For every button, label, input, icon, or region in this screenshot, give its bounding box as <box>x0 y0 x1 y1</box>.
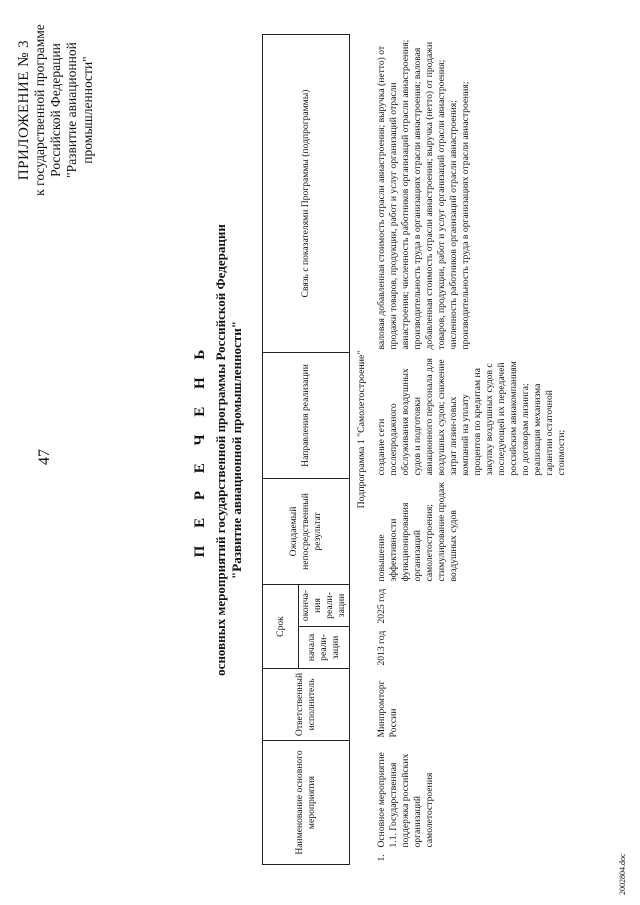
header-term-start: начала реали-зации <box>299 626 350 668</box>
row-number: 1. <box>376 854 387 862</box>
appendix-line-1: ПРИЛОЖЕНИЕ № 3 <box>16 39 32 181</box>
row-result: повышение эффективности функционирования организаций самолетостроения; стимулирование продаж воздушных судов <box>376 482 459 582</box>
title-line-1: П Е Р Е Ч Е Н Ь <box>192 342 208 558</box>
appendix-line-5: промышленности" <box>80 56 95 164</box>
appendix-line-2: к государственной программе <box>32 24 47 196</box>
appendix-line-3: Российской Федерации <box>48 43 63 177</box>
row-link: валовая добавленная стоимость отрасли авиастроения; выручка (нетто) от продажи товаров, продукции, работ и услуг организаций отрасли авиастроения; численность работников организаций отрасли авиастроения; производительность труда в организациях отрасли авиастроения; валовая добавленная стоимость отрасли авиастроения; выручка (нетто) от продажи товаров, продукции, работ и услуг организаций отрасли авиастроения; численность работников организаций отрасли авиастроения; производительность труда в организациях отрасли авиастроения; <box>376 39 471 350</box>
header-term: Срок <box>263 584 299 668</box>
page-number: 47 <box>36 449 53 465</box>
document-title <box>192 220 245 680</box>
appendix-header <box>16 15 96 205</box>
header-directions: Направления реализации <box>263 352 350 478</box>
document-id: 2002804.doc <box>618 853 627 895</box>
row-end: 2025 год <box>376 588 387 624</box>
appendix-line-4: "Развитие авиационной <box>64 42 79 178</box>
header-result: Ожидаемый непосредственный результат <box>263 478 350 584</box>
header-link: Связь с показателями Программы (подпрограммы) <box>263 34 350 352</box>
subprogram-heading: Подпрограмма 1 "Самолетостроение" <box>356 350 367 509</box>
table-row <box>374 34 570 864</box>
header-executor: Ответственный исполнитель <box>263 668 350 740</box>
header-name: Наименование основного мероприятия <box>263 740 350 864</box>
title-line-2: основных мероприятий государственной программы Российской Федерации <box>213 224 228 676</box>
header-term-end: оконча-ния реали-зации <box>299 584 350 626</box>
title-line-3: "Развитие авиационной промышленности" <box>229 321 244 579</box>
row-directions: создание сети послепродажного обслуживания воздушных судов и подготовки авиационного персонала для воздушных судов; снижение затрат лизин-говых компаний на уплату процентов по кредитам на закупку воздушных судов с последующей их передачей российским авиакомпаниям по договорам лизинга; реализация механизма гарантии остаточной стоимости; <box>376 358 567 476</box>
row-start: 2013 год <box>376 630 387 666</box>
row-name: Основное мероприятие 1.1. Государственная поддержка российских организаций самолетостроения <box>376 752 435 848</box>
row-executor: Минпромторг России <box>376 680 399 738</box>
measures-table <box>262 34 570 865</box>
